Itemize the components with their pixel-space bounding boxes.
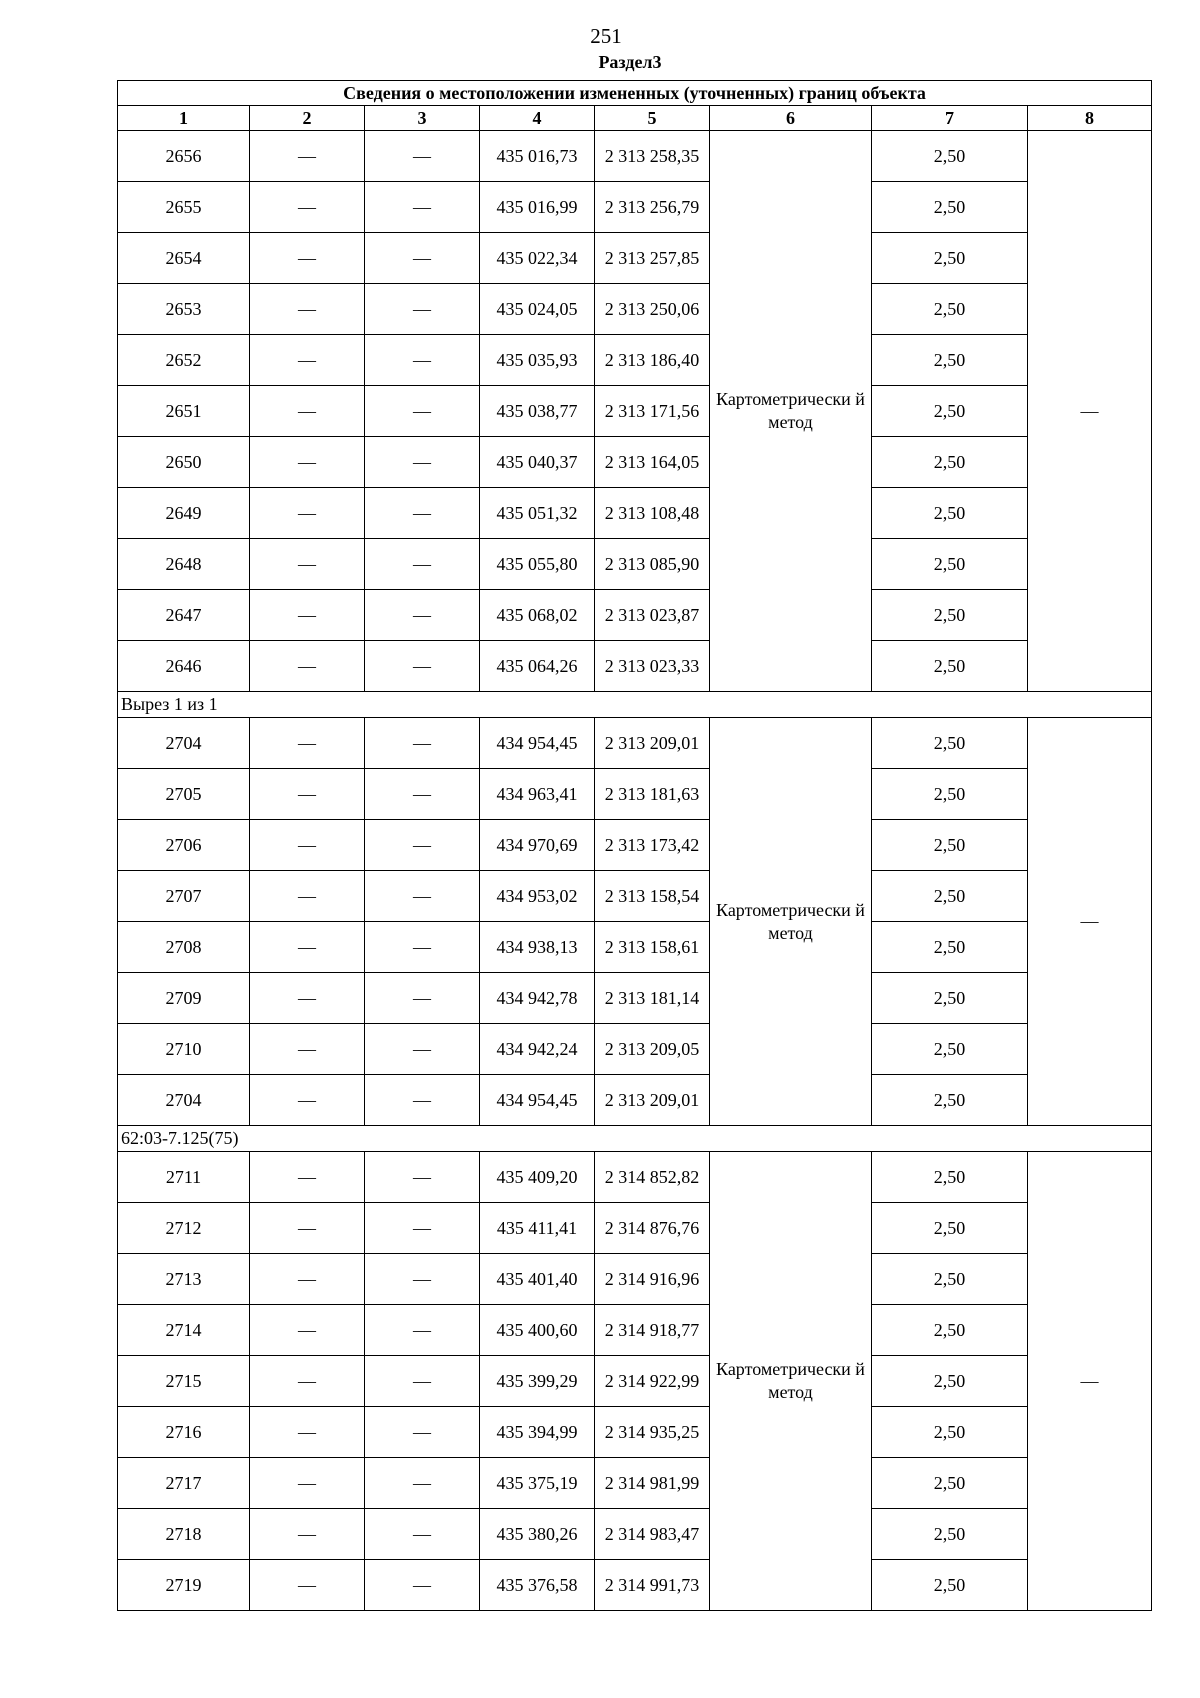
y-coordinate-cell: 2 313 164,05 [595, 437, 710, 488]
column-2-cell: — [250, 1075, 365, 1126]
accuracy-cell: 2,50 [872, 1509, 1028, 1560]
point-id-cell: 2715 [118, 1356, 250, 1407]
table-row [118, 1254, 1152, 1305]
x-coordinate-cell: 435 068,02 [480, 590, 595, 641]
y-coordinate-cell: 2 313 108,48 [595, 488, 710, 539]
x-coordinate-cell: 434 953,02 [480, 871, 595, 922]
point-id-cell: 2719 [118, 1560, 250, 1611]
method-cell: Картометрически й метод [710, 718, 872, 1126]
accuracy-cell: 2,50 [872, 131, 1028, 182]
y-coordinate-cell: 2 313 171,56 [595, 386, 710, 437]
x-coordinate-cell: 435 399,29 [480, 1356, 595, 1407]
column-2-cell: — [250, 1024, 365, 1075]
point-id-cell: 2711 [118, 1152, 250, 1203]
y-coordinate-cell: 2 313 186,40 [595, 335, 710, 386]
point-id-cell: 2653 [118, 284, 250, 335]
column-2-cell: — [250, 1356, 365, 1407]
column-header: 1 [118, 106, 250, 131]
x-coordinate-cell: 434 963,41 [480, 769, 595, 820]
accuracy-cell: 2,50 [872, 1458, 1028, 1509]
table-row [118, 1152, 1152, 1203]
accuracy-cell: 2,50 [872, 718, 1028, 769]
accuracy-cell: 2,50 [872, 335, 1028, 386]
table-row [118, 1458, 1152, 1509]
column-2-cell: — [250, 182, 365, 233]
y-coordinate-cell: 2 313 023,87 [595, 590, 710, 641]
accuracy-cell: 2,50 [872, 1254, 1028, 1305]
point-id-cell: 2716 [118, 1407, 250, 1458]
y-coordinate-cell: 2 314 876,76 [595, 1203, 710, 1254]
column-3-cell: — [365, 1458, 480, 1509]
point-id-cell: 2713 [118, 1254, 250, 1305]
table-row [118, 871, 1152, 922]
column-3-cell: — [365, 1203, 480, 1254]
column-3-cell: — [365, 1509, 480, 1560]
table-row [118, 335, 1152, 386]
column-2-cell: — [250, 1305, 365, 1356]
table-caption: Сведения о местоположении измененных (уточненных) границ объекта [118, 81, 1152, 106]
point-id-cell: 2714 [118, 1305, 250, 1356]
note-cell: — [1028, 1152, 1152, 1611]
table-caption-row [118, 81, 1152, 106]
x-coordinate-cell: 435 400,60 [480, 1305, 595, 1356]
point-id-cell: 2648 [118, 539, 250, 590]
boundary-coordinates-table [117, 80, 1152, 1611]
point-id-cell: 2706 [118, 820, 250, 871]
y-coordinate-cell: 2 313 209,01 [595, 718, 710, 769]
y-coordinate-cell: 2 313 209,05 [595, 1024, 710, 1075]
column-3-cell: — [365, 820, 480, 871]
column-3-cell: — [365, 1356, 480, 1407]
column-3-cell: — [365, 769, 480, 820]
accuracy-cell: 2,50 [872, 1407, 1028, 1458]
column-2-cell: — [250, 1407, 365, 1458]
x-coordinate-cell: 435 038,77 [480, 386, 595, 437]
column-2-cell: — [250, 335, 365, 386]
accuracy-cell: 2,50 [872, 1203, 1028, 1254]
point-id-cell: 2646 [118, 641, 250, 692]
point-id-cell: 2656 [118, 131, 250, 182]
column-2-cell: — [250, 284, 365, 335]
column-2-cell: — [250, 233, 365, 284]
column-2-cell: — [250, 1203, 365, 1254]
table-row [118, 386, 1152, 437]
column-2-cell: — [250, 1509, 365, 1560]
column-3-cell: — [365, 1305, 480, 1356]
accuracy-cell: 2,50 [872, 284, 1028, 335]
group-label: 62:03-7.125(75) [118, 1126, 1152, 1152]
group-label-row [118, 692, 1152, 718]
table-row [118, 1356, 1152, 1407]
y-coordinate-cell: 2 313 181,14 [595, 973, 710, 1024]
y-coordinate-cell: 2 313 158,61 [595, 922, 710, 973]
column-2-cell: — [250, 1254, 365, 1305]
x-coordinate-cell: 435 409,20 [480, 1152, 595, 1203]
x-coordinate-cell: 435 040,37 [480, 437, 595, 488]
column-header: 4 [480, 106, 595, 131]
y-coordinate-cell: 2 314 922,99 [595, 1356, 710, 1407]
column-3-cell: — [365, 871, 480, 922]
column-3-cell: — [365, 1407, 480, 1458]
column-3-cell: — [365, 386, 480, 437]
accuracy-cell: 2,50 [872, 641, 1028, 692]
accuracy-cell: 2,50 [872, 182, 1028, 233]
column-3-cell: — [365, 233, 480, 284]
column-2-cell: — [250, 539, 365, 590]
y-coordinate-cell: 2 314 935,25 [595, 1407, 710, 1458]
x-coordinate-cell: 435 376,58 [480, 1560, 595, 1611]
y-coordinate-cell: 2 313 085,90 [595, 539, 710, 590]
column-header: 5 [595, 106, 710, 131]
column-3-cell: — [365, 973, 480, 1024]
column-2-cell: — [250, 437, 365, 488]
table-row [118, 233, 1152, 284]
x-coordinate-cell: 435 016,99 [480, 182, 595, 233]
point-id-cell: 2652 [118, 335, 250, 386]
table-row [118, 1407, 1152, 1458]
accuracy-cell: 2,50 [872, 488, 1028, 539]
column-2-cell: — [250, 1152, 365, 1203]
column-2-cell: — [250, 973, 365, 1024]
point-id-cell: 2718 [118, 1509, 250, 1560]
table-row [118, 1075, 1152, 1126]
y-coordinate-cell: 2 314 916,96 [595, 1254, 710, 1305]
column-2-cell: — [250, 488, 365, 539]
x-coordinate-cell: 435 380,26 [480, 1509, 595, 1560]
accuracy-cell: 2,50 [872, 1560, 1028, 1611]
note-cell: — [1028, 131, 1152, 692]
column-3-cell: — [365, 437, 480, 488]
point-id-cell: 2705 [118, 769, 250, 820]
y-coordinate-cell: 2 314 991,73 [595, 1560, 710, 1611]
table-row [118, 1305, 1152, 1356]
table-row [118, 973, 1152, 1024]
accuracy-cell: 2,50 [872, 590, 1028, 641]
y-coordinate-cell: 2 313 173,42 [595, 820, 710, 871]
point-id-cell: 2717 [118, 1458, 250, 1509]
column-2-cell: — [250, 820, 365, 871]
table-row [118, 131, 1152, 182]
column-2-cell: — [250, 590, 365, 641]
x-coordinate-cell: 435 401,40 [480, 1254, 595, 1305]
x-coordinate-cell: 435 375,19 [480, 1458, 595, 1509]
column-3-cell: — [365, 590, 480, 641]
y-coordinate-cell: 2 314 981,99 [595, 1458, 710, 1509]
table-body [118, 131, 1152, 1611]
column-header: 2 [250, 106, 365, 131]
accuracy-cell: 2,50 [872, 820, 1028, 871]
method-cell: Картометрически й метод [710, 131, 872, 692]
accuracy-cell: 2,50 [872, 539, 1028, 590]
y-coordinate-cell: 2 313 181,63 [595, 769, 710, 820]
point-id-cell: 2709 [118, 973, 250, 1024]
accuracy-cell: 2,50 [872, 1305, 1028, 1356]
table-row [118, 641, 1152, 692]
accuracy-cell: 2,50 [872, 1024, 1028, 1075]
table-row [118, 769, 1152, 820]
x-coordinate-cell: 434 942,78 [480, 973, 595, 1024]
column-3-cell: — [365, 922, 480, 973]
column-header: 8 [1028, 106, 1152, 131]
column-2-cell: — [250, 386, 365, 437]
x-coordinate-cell: 435 411,41 [480, 1203, 595, 1254]
table-row [118, 539, 1152, 590]
x-coordinate-cell: 434 954,45 [480, 718, 595, 769]
y-coordinate-cell: 2 313 257,85 [595, 233, 710, 284]
point-id-cell: 2707 [118, 871, 250, 922]
note-cell: — [1028, 718, 1152, 1126]
accuracy-cell: 2,50 [872, 871, 1028, 922]
x-coordinate-cell: 435 024,05 [480, 284, 595, 335]
x-coordinate-cell: 434 954,45 [480, 1075, 595, 1126]
y-coordinate-cell: 2 313 158,54 [595, 871, 710, 922]
column-3-cell: — [365, 1254, 480, 1305]
table-row [118, 1509, 1152, 1560]
table-row [118, 718, 1152, 769]
table-row [118, 488, 1152, 539]
y-coordinate-cell: 2 313 209,01 [595, 1075, 710, 1126]
column-3-cell: — [365, 1560, 480, 1611]
column-3-cell: — [365, 335, 480, 386]
point-id-cell: 2654 [118, 233, 250, 284]
table-row [118, 182, 1152, 233]
x-coordinate-cell: 434 938,13 [480, 922, 595, 973]
point-id-cell: 2712 [118, 1203, 250, 1254]
column-3-cell: — [365, 284, 480, 335]
point-id-cell: 2655 [118, 182, 250, 233]
point-id-cell: 2647 [118, 590, 250, 641]
point-id-cell: 2710 [118, 1024, 250, 1075]
x-coordinate-cell: 434 970,69 [480, 820, 595, 871]
column-header: 3 [365, 106, 480, 131]
y-coordinate-cell: 2 314 983,47 [595, 1509, 710, 1560]
section-title: Раздел3 [598, 52, 662, 72]
table-row [118, 437, 1152, 488]
accuracy-cell: 2,50 [872, 973, 1028, 1024]
x-coordinate-cell: 435 051,32 [480, 488, 595, 539]
accuracy-cell: 2,50 [872, 1356, 1028, 1407]
column-3-cell: — [365, 539, 480, 590]
point-id-cell: 2650 [118, 437, 250, 488]
x-coordinate-cell: 435 016,73 [480, 131, 595, 182]
table-row [118, 284, 1152, 335]
column-header: 7 [872, 106, 1028, 131]
accuracy-cell: 2,50 [872, 1152, 1028, 1203]
y-coordinate-cell: 2 313 256,79 [595, 182, 710, 233]
column-header: 6 [710, 106, 872, 131]
point-id-cell: 2708 [118, 922, 250, 973]
page-number: 251 [590, 24, 622, 48]
column-2-cell: — [250, 718, 365, 769]
column-2-cell: — [250, 131, 365, 182]
column-2-cell: — [250, 1458, 365, 1509]
column-2-cell: — [250, 871, 365, 922]
column-2-cell: — [250, 641, 365, 692]
column-2-cell: — [250, 922, 365, 973]
column-2-cell: — [250, 769, 365, 820]
column-3-cell: — [365, 641, 480, 692]
column-3-cell: — [365, 718, 480, 769]
point-id-cell: 2651 [118, 386, 250, 437]
accuracy-cell: 2,50 [872, 437, 1028, 488]
x-coordinate-cell: 435 035,93 [480, 335, 595, 386]
accuracy-cell: 2,50 [872, 922, 1028, 973]
column-header-row [118, 106, 1152, 131]
method-cell: Картометрически й метод [710, 1152, 872, 1611]
column-3-cell: — [365, 1075, 480, 1126]
column-3-cell: — [365, 131, 480, 182]
y-coordinate-cell: 2 313 258,35 [595, 131, 710, 182]
column-2-cell: — [250, 1560, 365, 1611]
table-row [118, 590, 1152, 641]
accuracy-cell: 2,50 [872, 769, 1028, 820]
table-row [118, 1560, 1152, 1611]
x-coordinate-cell: 435 394,99 [480, 1407, 595, 1458]
table-row [118, 1024, 1152, 1075]
x-coordinate-cell: 435 022,34 [480, 233, 595, 284]
accuracy-cell: 2,50 [872, 386, 1028, 437]
accuracy-cell: 2,50 [872, 1075, 1028, 1126]
y-coordinate-cell: 2 314 852,82 [595, 1152, 710, 1203]
y-coordinate-cell: 2 313 250,06 [595, 284, 710, 335]
group-label-row [118, 1126, 1152, 1152]
y-coordinate-cell: 2 313 023,33 [595, 641, 710, 692]
column-3-cell: — [365, 1152, 480, 1203]
x-coordinate-cell: 435 064,26 [480, 641, 595, 692]
point-id-cell: 2704 [118, 718, 250, 769]
table-row [118, 820, 1152, 871]
column-3-cell: — [365, 1024, 480, 1075]
table-row [118, 1203, 1152, 1254]
x-coordinate-cell: 435 055,80 [480, 539, 595, 590]
table-row [118, 922, 1152, 973]
y-coordinate-cell: 2 314 918,77 [595, 1305, 710, 1356]
group-label: Вырез 1 из 1 [118, 692, 1152, 718]
x-coordinate-cell: 434 942,24 [480, 1024, 595, 1075]
column-3-cell: — [365, 488, 480, 539]
accuracy-cell: 2,50 [872, 233, 1028, 284]
point-id-cell: 2649 [118, 488, 250, 539]
point-id-cell: 2704 [118, 1075, 250, 1126]
column-3-cell: — [365, 182, 480, 233]
